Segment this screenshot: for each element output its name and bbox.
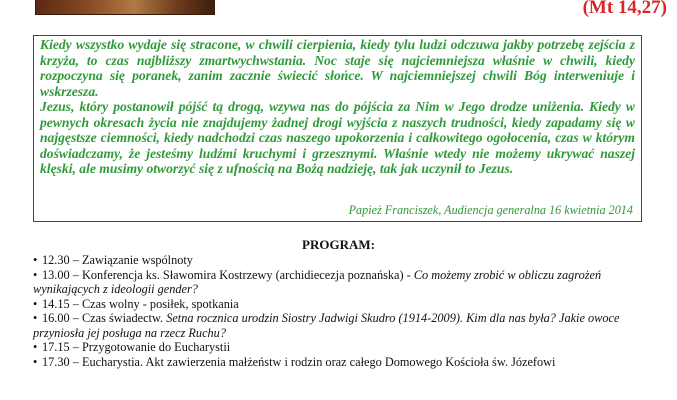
program-item-separator: – bbox=[69, 267, 82, 282]
program-item bbox=[33, 253, 653, 268]
program-list bbox=[33, 253, 653, 369]
program-item-text: Czas wolny - posiłek, spotkania bbox=[81, 296, 239, 311]
program-item bbox=[33, 355, 653, 370]
program-title: PROGRAM: bbox=[302, 237, 375, 252]
bullet-icon: • bbox=[33, 267, 38, 282]
quote-paragraph-1: Kiedy wszystko wydaje się stracone, w chwili cierpienia, kiedy tylu ludzi odczuwa jakby potrzebę zejścia z krzyża, to czas najbliższy zmartwychwstania. Noc staje się najciemniejsza właśnie w chwili, kiedy rozpoczyna się poranek, zanim zacznie świecić słońce. W najciemniejszej chwili Bóg interweniuje i wskrzesza. bbox=[40, 37, 635, 99]
program-item-text: Przygotowanie do Eucharystii bbox=[81, 340, 231, 354]
program-item bbox=[33, 311, 653, 340]
program-item-time: 17.15 bbox=[42, 340, 70, 354]
bullet-icon: • bbox=[33, 296, 38, 311]
quote-box bbox=[33, 35, 642, 222]
program-item-time: 17.30 bbox=[42, 354, 70, 369]
quote-paragraph-2: Jezus, który postanowił pójść tą drogą, wzywa nas do pójścia za Nim w Jego drodze uniżenia. Kiedy w pewnych okresach życia nie znajdujemy żadnej drogi wyjścia z naszych trudności, kiedy zapadamy się w najgęstsze ciemności, kiedy nadchodzi czas naszego upokorzenia i całkowitego ogołocenia, czas w którym doświadczamy, że jesteśmy ludźmi kruchymi i grzesznymi. Właśnie wtedy nie możemy ukrywać naszej klęski, ale musimy otworzyć się z ufnością na Bożą nadzieję, tak jak uczynił to Jezus. bbox=[40, 99, 635, 176]
bullet-icon: • bbox=[33, 253, 38, 267]
program-item-time: 14.15 bbox=[42, 296, 70, 311]
program-item-text: Eucharystia. Akt zawierzenia małżeństw i rodzin oraz całego Domowego Kościoła św. Józefowi bbox=[81, 354, 556, 369]
program-item-text: Zawiązanie wspólnoty bbox=[81, 253, 193, 267]
program-item-separator: – bbox=[69, 311, 82, 325]
program-item-separator: – bbox=[69, 296, 82, 311]
program-item-text: Czas świadectw. bbox=[81, 311, 167, 325]
program-item-separator: – bbox=[69, 354, 82, 369]
bullet-icon: • bbox=[33, 340, 38, 354]
program-item-time: 16.00 bbox=[42, 311, 70, 325]
scripture-reference: (Mt 14,27) bbox=[582, 0, 667, 18]
program-item-separator: – bbox=[69, 253, 82, 267]
program-item-text: Konferencja ks. Sławomira Kostrzewy (archidiecezja poznańska) - bbox=[81, 267, 414, 282]
bullet-icon: • bbox=[33, 354, 38, 369]
program-item-time: 12.30 bbox=[42, 253, 70, 267]
bullet-icon: • bbox=[33, 311, 38, 325]
header-image bbox=[35, 0, 215, 15]
quote-text bbox=[40, 37, 635, 177]
program-item-topic: Setna rocznica urodzin Siostry Jadwigi Skudro (1914-2009). Kim dla nas była? Jakie owoce przyniosła jej posługa na rzecz Ruchu? bbox=[33, 311, 620, 340]
program-item-topic: Co możemy zrobić w obliczu zagrożeń wynikających z ideologii gender? bbox=[33, 267, 602, 296]
program-item-time: 13.00 bbox=[42, 267, 70, 282]
program-item bbox=[33, 297, 653, 312]
program-item bbox=[33, 340, 653, 355]
program-item bbox=[33, 268, 653, 297]
program-item-separator: – bbox=[69, 340, 82, 354]
quote-source: Papież Franciszek, Audiencja generalna 16 kwietnia 2014 bbox=[348, 203, 633, 217]
